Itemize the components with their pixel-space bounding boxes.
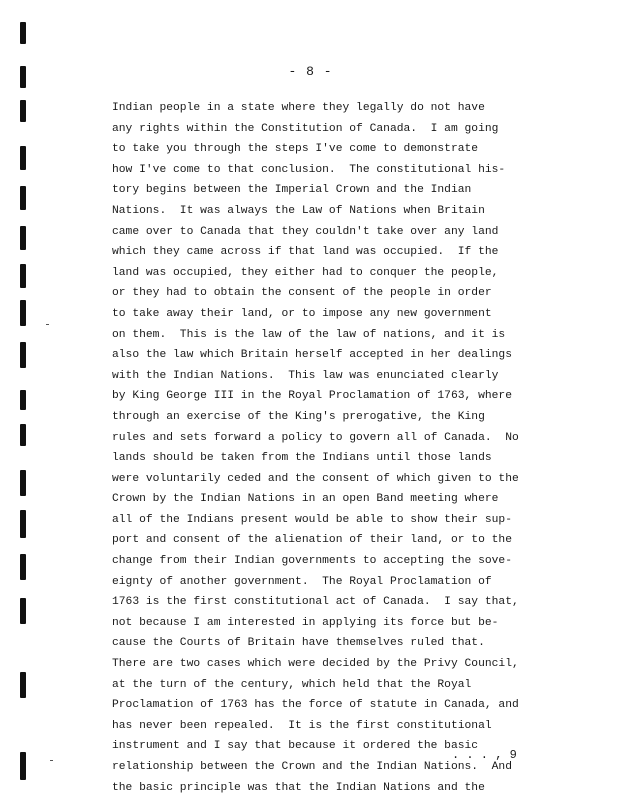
text-line: all of the Indians present would be able to show their sup- (112, 513, 512, 526)
text-line: Proclamation of 1763 has the force of statute in Canada, and (112, 699, 519, 712)
binder-mark (20, 510, 26, 538)
text-line: to take you through the steps I've come to demonstrate (112, 143, 479, 156)
binder-mark (20, 100, 26, 122)
continuation-marker: . . . , 9 (452, 748, 517, 762)
binder-mark (20, 342, 26, 368)
text-line: port and consent of the alienation of their land, or to the (112, 534, 512, 547)
body-text (112, 98, 582, 798)
text-line: were voluntarily ceded and the consent of which given to the (112, 472, 519, 485)
text-line: cause the Courts of Britain have themselves ruled that. (112, 637, 485, 650)
binder-mark (20, 300, 26, 326)
binder-mark (20, 186, 26, 210)
text-line: or they had to obtain the consent of the people in order (112, 287, 492, 300)
text-line: on them. This is the law of the law of nations, and it is (112, 328, 506, 341)
binder-mark (20, 752, 26, 780)
text-line: at the turn of the century, which held that the Royal (112, 678, 472, 691)
scan-speck (46, 324, 49, 325)
text-line: Indian people in a state where they legally do not have (112, 102, 485, 114)
text-line: also the law which Britain herself accepted in her dealings (112, 349, 512, 362)
text-line: relationship between the Crown and the Indian Nations. And (112, 761, 512, 773)
text-line: change from their Indian governments to accepting the sove- (112, 555, 512, 568)
text-line: There are two cases which were decided by the Privy Council, (112, 658, 519, 671)
text-line: how I've come to that conclusion. The constitutional his- (112, 163, 506, 176)
text-line: Nations. It was always the Law of Nations when Britain (112, 204, 485, 217)
page-number: - 8 - (288, 64, 333, 79)
binder-mark (20, 672, 26, 698)
text-line: rules and sets forward a policy to govern all of Canada. No (112, 431, 519, 444)
text-line: 1763 is the first constitutional act of Canada. I say that, (112, 596, 519, 609)
text-line: land was occupied, they either had to conquer the people, (112, 266, 499, 279)
text-line: not because I am interested in applying its force but be- (112, 616, 499, 629)
binder-mark (20, 424, 26, 446)
text-line: tory begins between the Imperial Crown and the Indian (112, 184, 472, 197)
text-line: Crown by the Indian Nations in an open Band meeting where (112, 493, 499, 506)
text-line: by King George III in the Royal Proclamation of 1763, where (112, 390, 512, 403)
text-line: to take away their land, or to impose any new government (112, 307, 492, 320)
text-line: any rights within the Constitution of Canada. I am going (112, 122, 499, 135)
text-line: came over to Canada that they couldn't take over any land (112, 225, 499, 238)
binder-mark (20, 554, 26, 580)
binder-mark (20, 390, 26, 410)
text-line: which they came across if that land was occupied. If the (112, 246, 499, 259)
binder-mark (20, 470, 26, 496)
binder-mark (20, 22, 26, 44)
scan-speck (50, 760, 53, 761)
text-line: the basic principle was that the Indian Nations and the (112, 781, 485, 794)
text-line: has never been repealed. It is the first constitutional (112, 719, 492, 732)
binder-mark (20, 226, 26, 250)
text-line: eignty of another government. The Royal Proclamation of (112, 575, 492, 588)
text-line: instrument and I say that because it ordered the basic (112, 740, 479, 753)
text-line: with the Indian Nations. This law was enunciated clearly (112, 369, 499, 382)
binder-hole-marks (0, 0, 40, 800)
binder-mark (20, 264, 26, 288)
text-line: lands should be taken from the Indians until those lands (112, 452, 492, 465)
text-line: through an exercise of the King's prerogative, the King (112, 410, 485, 423)
binder-mark (20, 146, 26, 170)
binder-mark (20, 598, 26, 624)
